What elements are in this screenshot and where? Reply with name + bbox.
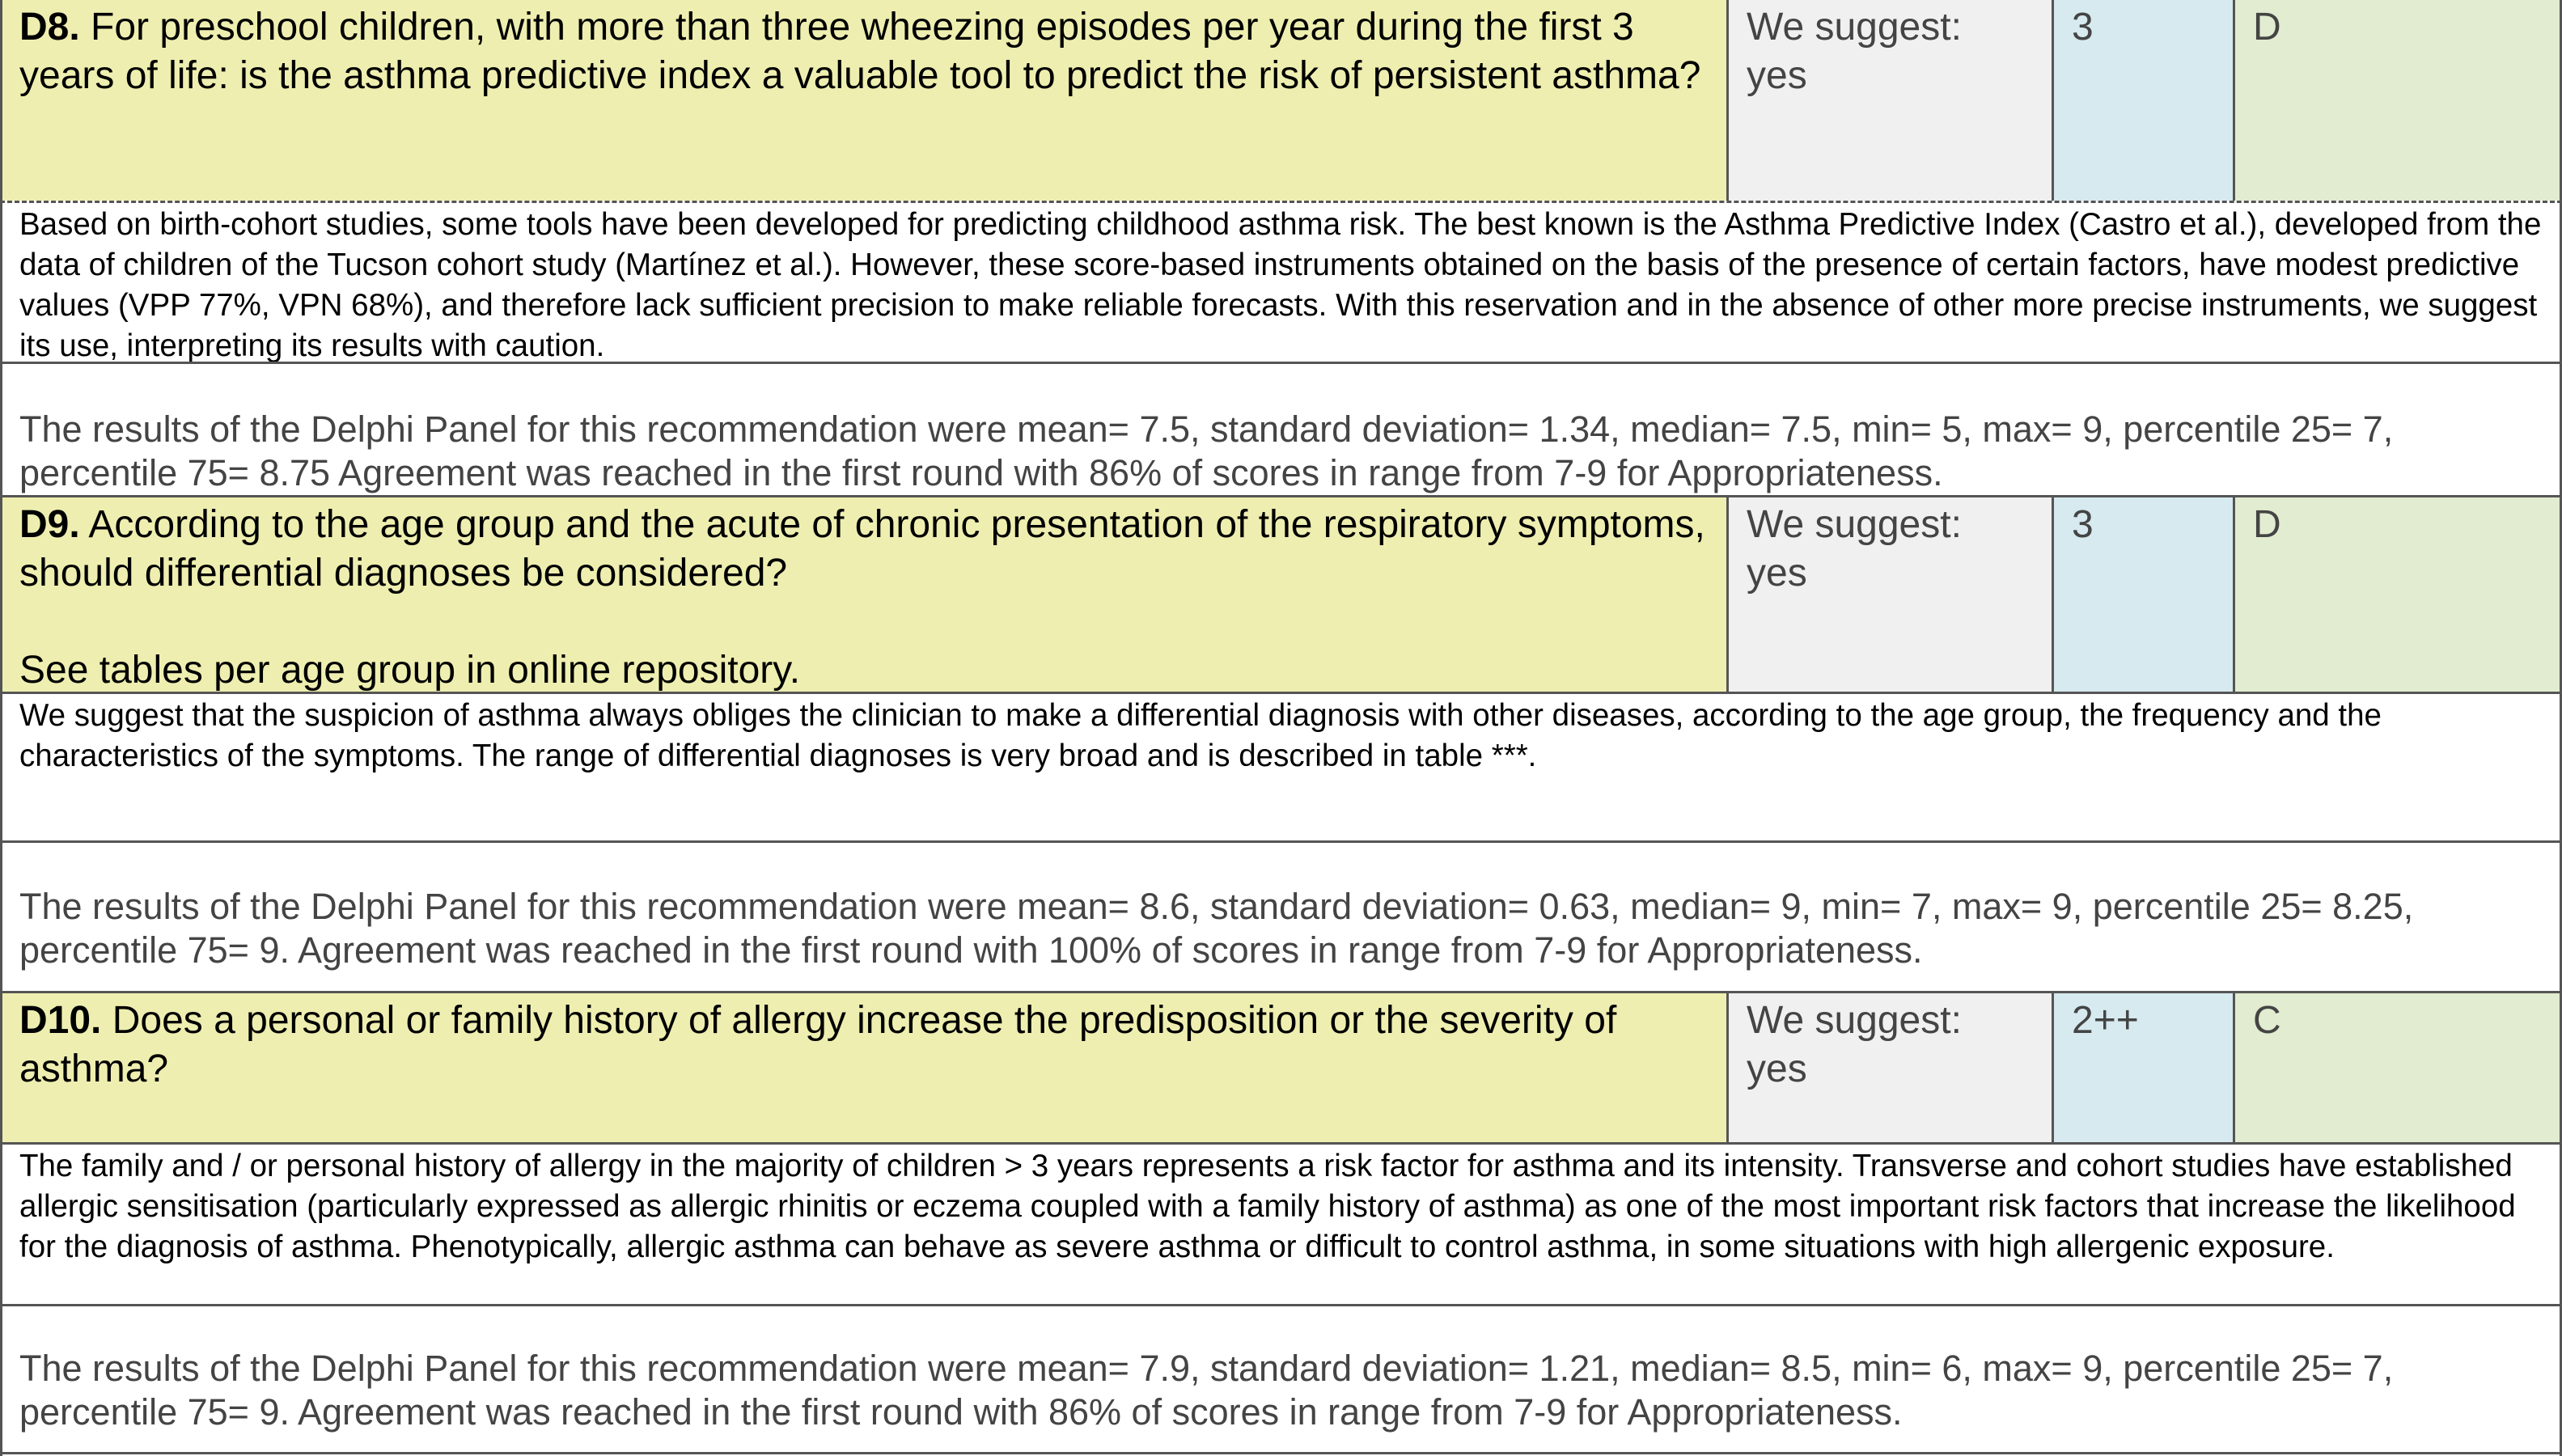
- evidence-level: 3: [2072, 503, 2094, 546]
- recommendation-grade: D: [2253, 6, 2281, 49]
- question-cell: [0, 0, 1726, 201]
- recommendation-grade-cell: [2233, 0, 2562, 201]
- divider: [0, 362, 2562, 364]
- suggestion-value: yes: [1747, 54, 1807, 97]
- question-text: Does a personal or family history of allergy increase the predisposition or the severity of asthma?: [19, 999, 1617, 1090]
- recommendation-id: D8.: [19, 6, 80, 49]
- delphi-results: The results of the Delphi Panel for this recommendation were mean= 7.9, standard deviation= 1.21, median= 8.5, min= 6, max= 9, percentile 25= 7, percentile 75= 9. Agreement was reached in the first round with 86% of scores in range from 7-9 for Appropriateness.: [19, 1348, 2394, 1433]
- question-cell: [0, 497, 1726, 692]
- recommendation-grade-cell: [2233, 993, 2562, 1142]
- rationale-text: Based on birth-cohort studies, some tools have been developed for predicting childhood asthma risk. The best known is the Asthma Predictive Index (Castro et al.), developed from the data of children of the Tucson cohort study (Martínez et al.). However, these score-based instruments obtained on the basis of the presence of certain factors, have modest predictive values (VPP 77%, VPN 68%), and therefore lack sufficient precision to make reliable forecasts. With this reservation and in the absence of other more precise instruments, we suggest its use, interpreting its results with caution.: [19, 207, 2542, 363]
- suggestion-cell: [1726, 0, 2052, 201]
- recommendation-id: D10.: [19, 999, 102, 1042]
- evidence-level: 2++: [2072, 999, 2139, 1042]
- suggestion-label: We suggest:: [1747, 6, 1962, 49]
- suggestion-cell: [1726, 497, 2052, 692]
- question-text: For preschool children, with more than three wheezing episodes per year during the first 3 years of life: is the asthma predictive index a valuable tool to predict the risk of persistent asthma?: [19, 6, 1701, 97]
- delphi-results: The results of the Delphi Panel for this recommendation were mean= 7.5, standard deviation= 1.34, median= 7.5, min= 5, max= 9, percentile 25= 7, percentile 75= 8.75 Agreement was reached in the first round with 86% of scores in range from 7-9 for Appropriateness.: [19, 408, 2394, 493]
- rationale-text: The family and / or personal history of allergy in the majority of children > 3 years represents a risk factor for asthma and its intensity. Transverse and cohort studies have established allergic sensitisation (particularly expressed as allergic rhinitis or eczema coupled with a family history of asthma) as one of the most important risk factors that increase the likelihood for the diagnosis of asthma. Phenotypically, allergic asthma can behave as severe asthma or difficult to control asthma, in some situations with high allergenic exposure.: [19, 1149, 2516, 1264]
- question-text: According to the age group and the acute of chronic presentation of the respiratory symptoms, should differential diagnoses be considered?: [19, 503, 1705, 595]
- recommendation-d10-header: [0, 993, 2562, 1142]
- suggestion-cell: [1726, 993, 2052, 1142]
- recommendation-d9-header: [0, 497, 2562, 692]
- suggestion-label: We suggest:: [1747, 503, 1962, 546]
- evidence-level-cell: [2052, 497, 2233, 692]
- recommendation-grade: D: [2253, 503, 2281, 546]
- evidence-level: 3: [2072, 6, 2094, 49]
- rationale-text: We suggest that the suspicion of asthma always obliges the clinician to make a differential diagnosis with other diseases, according to the age group, the frequency and the characteristics of the symptoms. The range of differential diagnoses is very broad and is described in table ***.: [19, 698, 2382, 773]
- recommendation-grade: C: [2253, 999, 2281, 1042]
- delphi-results: The results of the Delphi Panel for this recommendation were mean= 8.6, standard deviation= 0.63, median= 9, min= 7, max= 9, percentile 25= 8.25, percentile 75= 9. Agreement was reached in the first round with 100% of scores in range from 7-9 for Appropriateness.: [19, 886, 2414, 971]
- question-cell: [0, 993, 1726, 1142]
- suggestion-value: yes: [1747, 1048, 1807, 1090]
- divider: [0, 1304, 2562, 1306]
- suggestion-value: yes: [1747, 552, 1807, 595]
- divider: [0, 840, 2562, 843]
- suggestion-label: We suggest:: [1747, 999, 1962, 1042]
- recommendation-id: D9.: [19, 503, 80, 546]
- recommendation-grade-cell: [2233, 497, 2562, 692]
- evidence-level-cell: [2052, 0, 2233, 201]
- divider: [0, 1452, 2562, 1454]
- recommendation-d8-header: [0, 0, 2562, 201]
- question-note: See tables per age group in online repository.: [19, 649, 801, 692]
- table-left-border: [0, 0, 2, 1456]
- evidence-level-cell: [2052, 993, 2233, 1142]
